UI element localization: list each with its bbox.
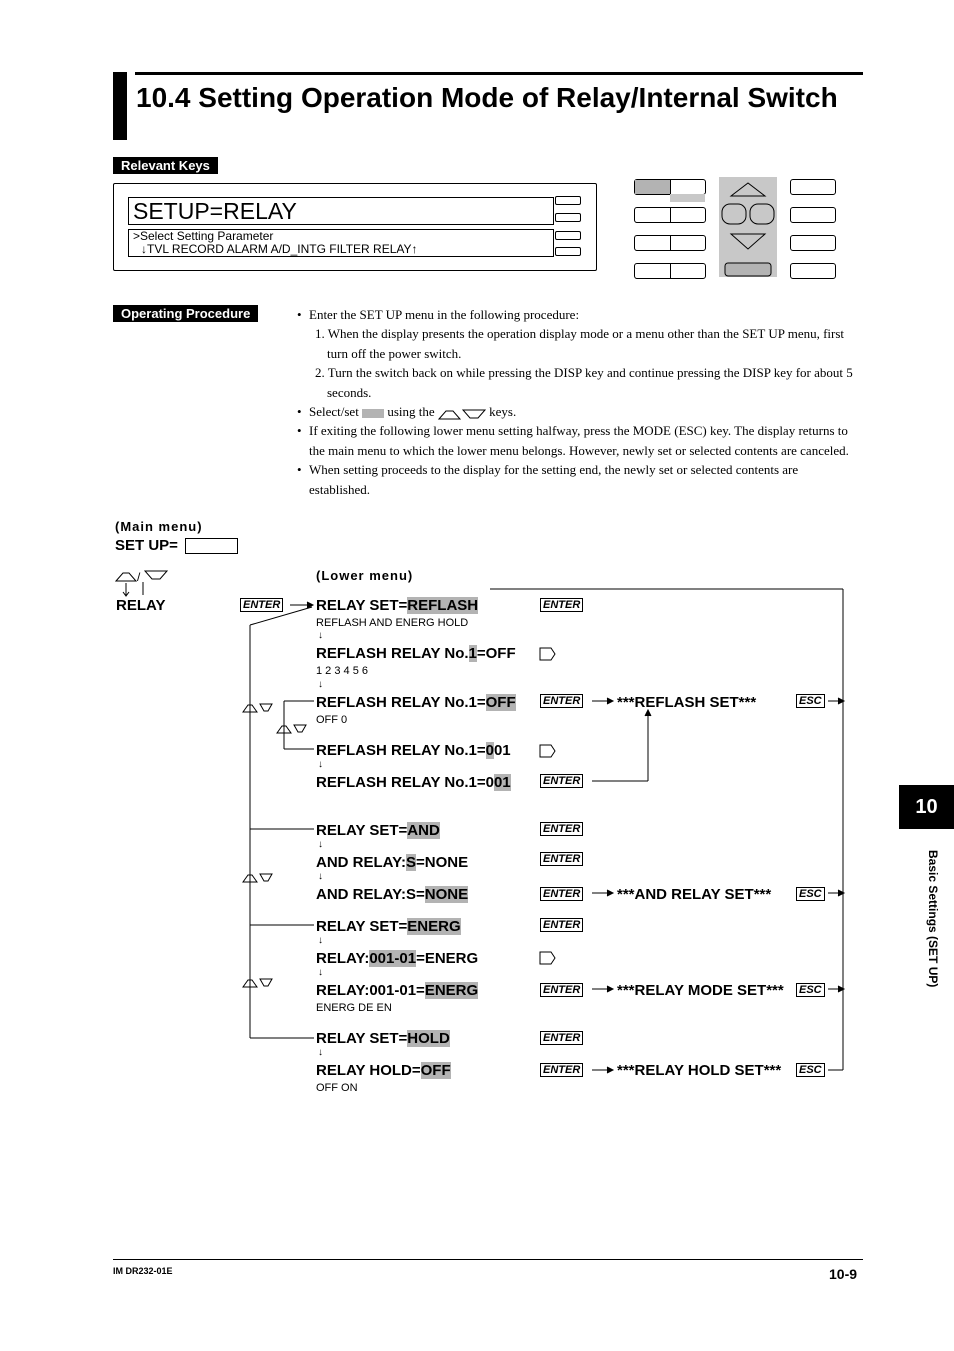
procedure-step-1: 1. When the display presents the operation display mode or a menu other than the SET UP menu, first turn off the power switch. <box>315 326 845 361</box>
flow-row-relay-mode: RELAY:001-01=ENERG <box>316 982 479 999</box>
enter-key: ENTER <box>540 1031 583 1045</box>
flow-row-and-relay-s: AND RELAY:S=NONE <box>316 854 469 871</box>
down-arrow: ↓ <box>318 967 323 978</box>
flow-options: ENERG DE EN <box>316 1002 392 1014</box>
display-line-1: >Select Setting Parameter <box>133 229 274 243</box>
page-number: 10-9 <box>829 1266 858 1282</box>
flow-row-relay-set-and: RELAY SET=AND <box>316 822 440 839</box>
reflash-set-result: ***REFLASH SET*** <box>617 694 757 711</box>
flow-row-relay-set-hold: RELAY SET=HOLD <box>316 1030 450 1047</box>
flow-row-reflash-001-b: REFLASH RELAY No.1=001 <box>316 774 511 791</box>
flow-options: OFF ON <box>316 1082 358 1094</box>
procedure-bullet-1: • Enter the SET UP menu in the following procedure: <box>297 305 857 324</box>
flow-row-relay-set-energ: RELAY SET=ENERG <box>316 918 461 935</box>
flow-options: REFLASH AND ENERG HOLD <box>316 617 469 629</box>
flow-row-relay-hold: RELAY HOLD=OFF <box>316 1062 451 1079</box>
relay-mode-set-result: ***RELAY MODE SET*** <box>617 982 784 999</box>
relevant-keys-label: Relevant Keys <box>113 157 218 174</box>
footer-rule <box>113 1259 863 1260</box>
enter-key: ENTER <box>540 822 583 836</box>
relay-hold-set-result: ***RELAY HOLD SET*** <box>617 1062 782 1079</box>
flow-options: 1 2 3 4 5 6 <box>316 665 368 677</box>
esc-key: ESC <box>796 694 825 708</box>
and-relay-set-result: ***AND RELAY SET*** <box>617 886 772 903</box>
enter-key: ENTER <box>540 774 583 788</box>
esc-key: ESC <box>796 983 825 997</box>
enter-key: ENTER <box>540 983 583 997</box>
enter-key: ENTER <box>540 598 583 612</box>
enter-key: ENTER <box>540 887 583 901</box>
down-arrow: ↓ <box>318 630 323 641</box>
setup-prefix: SET UP= <box>115 537 178 554</box>
down-arrow: ↓ <box>318 871 323 882</box>
flow-row-reflash-001-a: REFLASH RELAY No.1=001 <box>316 742 511 759</box>
relay-main-item: RELAY <box>116 597 166 614</box>
enter-key-main: ENTER <box>240 598 283 612</box>
lower-menu-label: (Lower menu) <box>316 568 414 583</box>
flow-row-and-relay-none: AND RELAY:S=NONE <box>316 886 469 903</box>
procedure-bullet-3: • If exiting the following lower menu setting halfway, press the MODE (ESC) key. The display returns to the main menu to which the lower menu belongs. However, newly set or selected contents are canceled. <box>297 421 857 460</box>
down-arrow: ↓ <box>318 679 323 690</box>
main-menu-label: (Main menu) <box>115 519 203 534</box>
operating-procedure-label: Operating Procedure <box>113 305 258 322</box>
esc-key: ESC <box>796 887 825 901</box>
display-main-line: SETUP=RELAY <box>128 197 554 225</box>
chapter-section-title: Basic Settings (SET UP) <box>926 850 940 988</box>
down-arrow: ↓ <box>318 935 323 946</box>
flow-row-reflash-off: REFLASH RELAY No.1=OFF <box>316 694 516 711</box>
page-title: 10.4 Setting Operation Mode of Relay/Internal Switch <box>136 82 838 113</box>
document-id: IM DR232-01E <box>113 1266 173 1276</box>
enter-key: ENTER <box>540 852 583 866</box>
chapter-tab: 10 <box>899 785 954 829</box>
flow-row-reflash-relay-no: REFLASH RELAY No.1=OFF <box>316 645 516 662</box>
enter-key: ENTER <box>540 918 583 932</box>
procedure-step-2: 2. Turn the switch back on while pressing the DISP key and continue pressing the DISP key for about 5 seconds. <box>315 365 853 400</box>
flow-options: OFF 0 <box>316 714 348 726</box>
flow-row-relay-set-reflash: RELAY SET=REFLASH <box>316 597 479 614</box>
up-down-separator: / <box>137 570 141 584</box>
esc-key: ESC <box>796 1063 825 1077</box>
enter-key: ENTER <box>540 1063 583 1077</box>
down-arrow: ↓ <box>318 839 323 850</box>
down-arrow: ↓ <box>318 1047 323 1058</box>
procedure-bullet-4: • When setting proceeds to the display for the setting end, the newly set or selected contents are established. <box>297 460 857 499</box>
procedure-bullet-2: • Select/set using the keys. <box>297 402 857 421</box>
enter-key: ENTER <box>540 694 583 708</box>
down-arrow: ↓ <box>318 759 323 770</box>
flow-row-relay-number: RELAY:001-01=ENERG <box>316 950 479 967</box>
display-line-2: ↓TVL RECORD ALARM A/D_INTG FILTER RELAY↑ <box>141 242 418 256</box>
